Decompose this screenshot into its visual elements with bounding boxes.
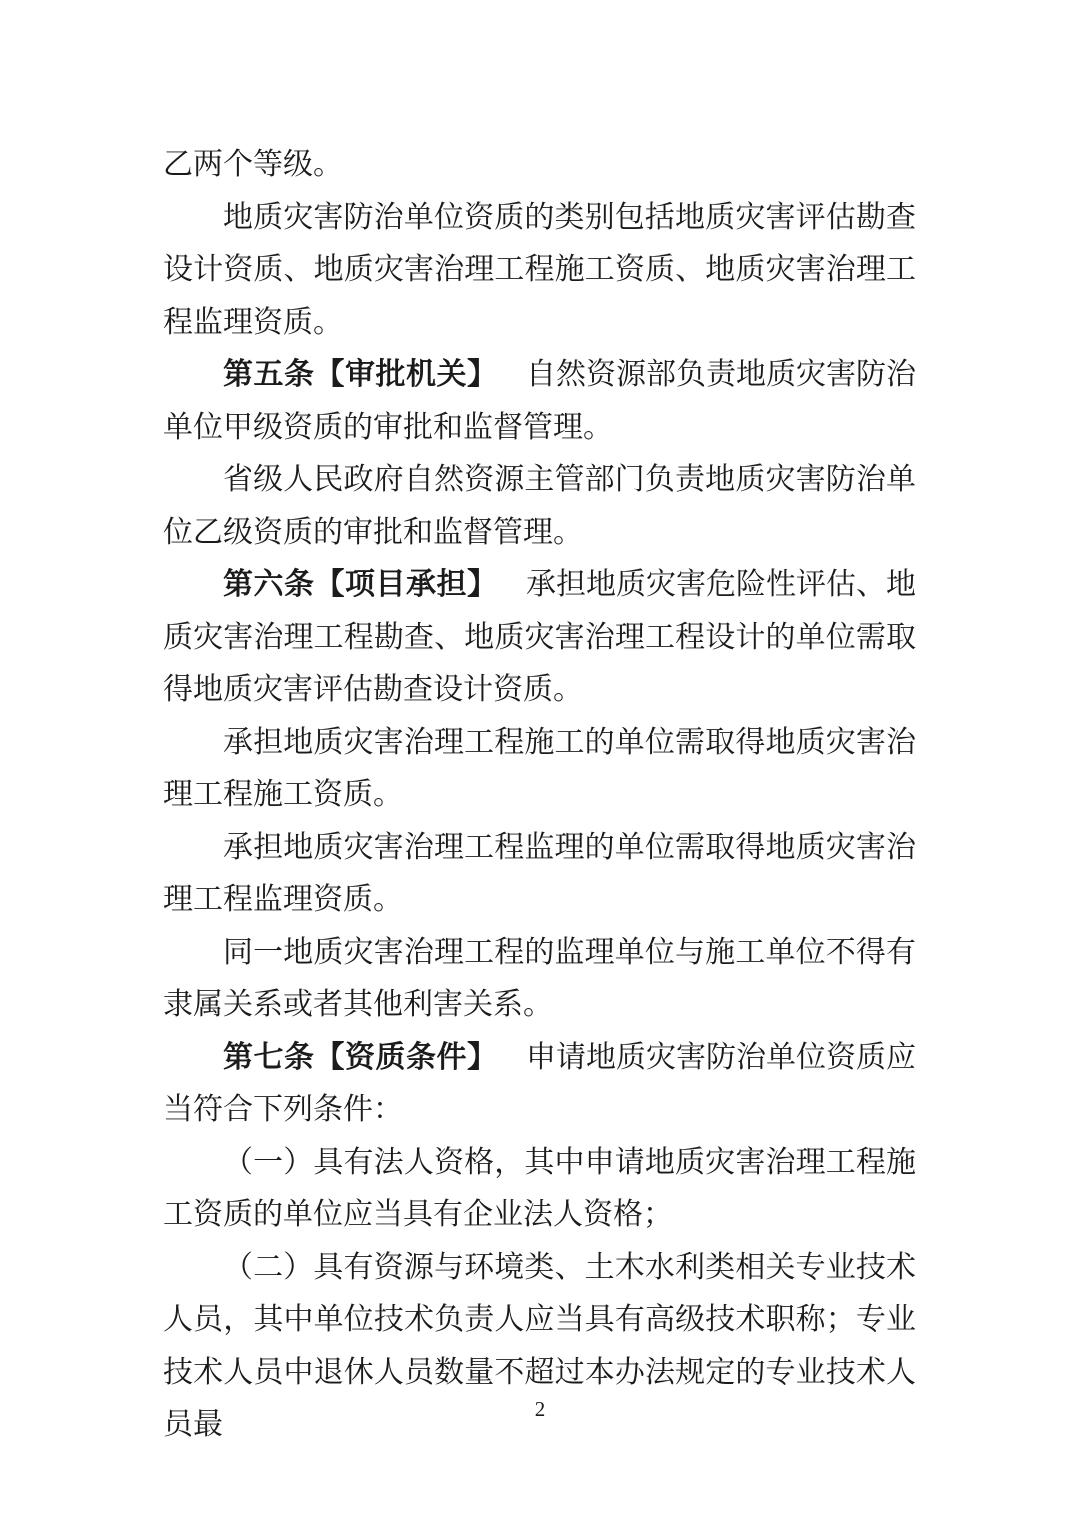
paragraph-continuation [163,139,916,192]
article-6-label: 第六条【项目承担】 [223,568,498,601]
paragraph-article-7 [163,1032,916,1137]
article-5-label: 第五条【审批机关】 [223,358,498,391]
paragraph-text: 承担地质灾害治理工程施工的单位需取得地质灾害治理工程施工资质。 [163,725,916,811]
paragraph-text: （二）具有资源与环境类、土木水利类相关专业技术人员，其中单位技术负责人应当具有高级技术职称；专业技术人员中退休人员数量不超过本办法规定的专业技术人员最 [163,1250,916,1441]
paragraph-article-5 [163,349,916,454]
article-7-label: 第七条【资质条件】 [223,1040,498,1074]
paragraph-qualification-categories [163,192,916,350]
paragraph-article-5-provincial [163,454,916,559]
paragraph-text: 申请地质灾害防治单位资质应当符合下列条件： [163,1040,916,1126]
paragraph-text: 同一地质灾害治理工程的监理单位与施工单位不得有隶属关系或者其他利害关系。 [163,935,916,1021]
paragraph-text: 自然资源部负责地质灾害防治单位甲级资质的审批和监督管理。 [163,358,916,444]
paragraph-text: （一）具有法人资格，其中申请地质灾害治理工程施工资质的单位应当具有企业法人资格； [163,1145,916,1231]
paragraph-article-6-supervision [163,822,916,927]
paragraph-article-6 [163,559,916,717]
paragraph-condition-1 [163,1137,916,1242]
paragraph-text: 省级人民政府自然资源主管部门负责地质灾害防治单位乙级资质的审批和监督管理。 [163,463,916,549]
paragraph-text: 承担地质灾害治理工程监理的单位需取得地质灾害治理工程监理资质。 [163,830,916,916]
paragraph-text: 地质灾害防治单位资质的类别包括地质灾害评估勘查设计资质、地质灾害治理工程施工资质、地质灾害治理工程监理资质。 [163,200,916,339]
document-body [163,0,916,1452]
paragraph-text: 乙两个等级。 [163,148,343,181]
paragraph-article-6-construction [163,717,916,822]
paragraph-text: 承担地质灾害危险性评估、地质灾害治理工程勘查、地质灾害治理工程设计的单位需取得地质灾害评估勘查设计资质。 [163,568,916,706]
page-number: 2 [534,1397,546,1421]
paragraph-article-6-conflict [163,927,916,1032]
